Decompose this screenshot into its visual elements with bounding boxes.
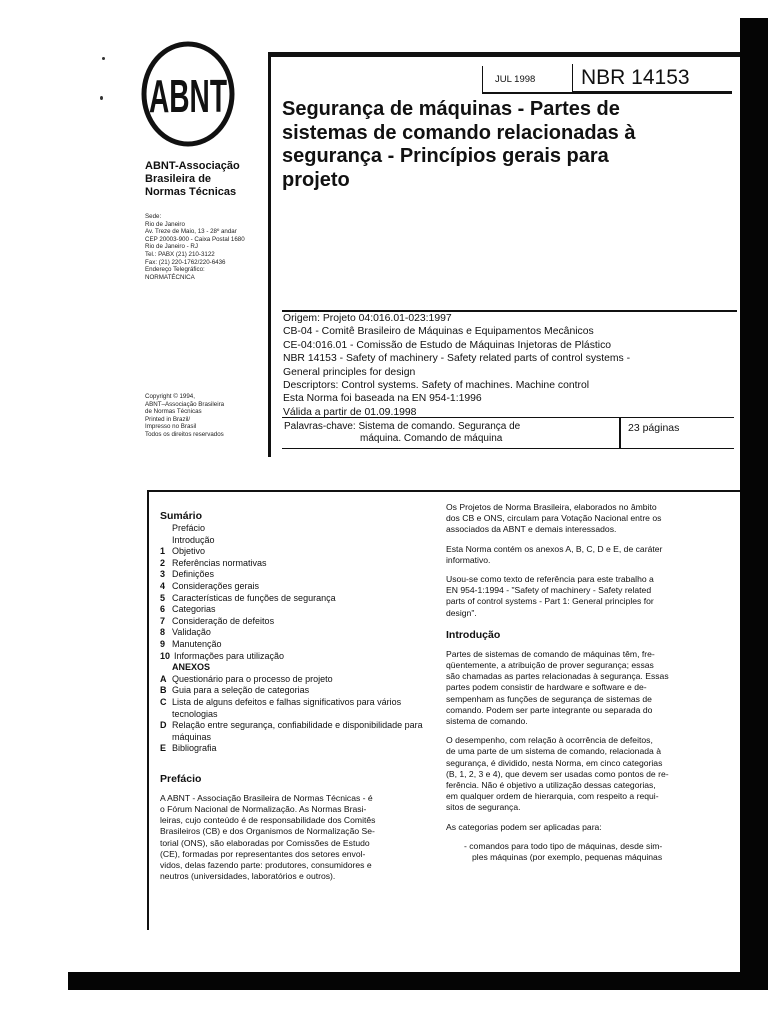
summary-item-number: 6 (160, 604, 166, 615)
summary-item-label: Definições (172, 569, 215, 580)
publication-date: JUL 1998 (482, 66, 570, 92)
text-line: informativo. (446, 554, 491, 565)
address-line: Endereço Telegráfico: (145, 266, 205, 274)
org-name-line: Brasileira de (145, 173, 212, 185)
title-line: projeto (282, 168, 350, 191)
summary-item-label: Manutenção (172, 638, 222, 649)
organization-address (145, 213, 270, 281)
keywords (284, 421, 520, 445)
scan-border-right (740, 18, 768, 974)
summary-item-number: 2 (160, 557, 166, 568)
text-line: de uma parte de um sistema de comando, relacionada à (446, 746, 661, 757)
org-name-line: Normas Técnicas (145, 186, 237, 198)
summary-item (160, 685, 430, 697)
summary-item-number: 1 (160, 546, 166, 557)
copyright-line: Impresso no Brasil (145, 423, 197, 431)
summary-item (160, 535, 430, 547)
summary-item-label: Objetivo (172, 546, 206, 557)
summary-item (160, 743, 430, 755)
summary-item (160, 604, 430, 616)
org-name-line: ABNT-Associação (145, 160, 240, 172)
text-line: parts of control systems - Part 1: General principles for (446, 596, 654, 607)
summary-item-number: 8 (160, 627, 166, 638)
summary-item-label: Informações para utilização (174, 650, 285, 661)
text-line: sistema de comando. (446, 716, 528, 727)
copyright-line: ABNT–Associação Brasileira (145, 400, 225, 408)
summary-item-label: ANEXOS (172, 662, 211, 673)
date-box-rule (482, 92, 732, 94)
paragraph-introduction (446, 649, 710, 727)
summary-item-label: Características de funções de segurança (172, 592, 336, 603)
summary-item (160, 674, 430, 686)
logo-lettering: ABNT (149, 70, 227, 122)
summary-item-number: 4 (160, 580, 166, 591)
summary-item-number: 7 (160, 615, 166, 626)
summary-item-number: E (160, 743, 167, 754)
text-line: em qualquer ordem de hierarquia, com respeito a requi- (446, 791, 659, 802)
summary-item-number (160, 523, 172, 535)
keywords-line: máquina. Comando de máquina (360, 433, 503, 444)
body-rule-left (147, 490, 149, 930)
header-rule-top (268, 52, 740, 57)
address-line: CEP 20003-900 - Caixa Postal 1680 (145, 235, 245, 243)
preface-paragraph (160, 793, 430, 883)
origin-line: Descriptors: Control systems. Safety of machines. Machine control (283, 380, 590, 392)
text-line: - comandos para todo tipo de máquinas, desde sim- (464, 840, 663, 851)
origin-block (283, 312, 733, 419)
summary-item-label: Questionário para o processo de projeto (172, 673, 333, 684)
summary-item-number (160, 662, 172, 674)
text-line: (B, 1, 2, 3 e 4), que devem ser usadas como pontos de re- (446, 768, 669, 779)
origin-line: Esta Norma foi baseada na EN 954-1:1996 (283, 393, 482, 405)
text-line: partes podem consistir de hardware e software e de- (446, 682, 647, 693)
text-line: qüentemente, a atribuição de prover segurança; essas (446, 660, 654, 671)
text-line: neutros (universidades, laboratórios e outros). (160, 871, 336, 882)
summary-item-label: Considerações gerais (172, 580, 260, 591)
summary-item-number: 9 (160, 638, 166, 649)
text-line: ples máquinas (por exemplo, pequenas máquinas (472, 852, 663, 863)
summary-item-number: D (160, 720, 167, 731)
text-line: Partes de sistemas de comando de máquinas têm, fre- (446, 648, 655, 659)
copyright-notice (145, 393, 270, 439)
text-line: sempenham as funções de segurança de sistemas de (446, 693, 652, 704)
summary-item-label: Validação (172, 627, 211, 638)
summary-item-number: 5 (160, 592, 166, 603)
text-line: ferência. Não é objetivo a utilização dessas categorias, (446, 780, 656, 791)
right-column (446, 502, 710, 871)
introduction-heading: Introdução (446, 628, 501, 641)
paragraph-categories (446, 822, 710, 833)
copyright-line: Printed in Brazil/ (145, 415, 191, 423)
summary-item-label: Lista de alguns defeitos e falhas significativos para vários tecnologias (172, 696, 402, 719)
origin-line: NBR 14153 - Safety of machinery - Safety related parts of control systems - (283, 353, 631, 365)
summary-item-number: 10 (160, 650, 171, 661)
origin-line: CE-04:016.01 - Comissão de Estudo de Máquinas Injetoras de Plástico (283, 339, 612, 351)
keywords-line: Palavras-chave: Sistema de comando. Segurança de (284, 421, 521, 432)
paragraph-reference (446, 574, 710, 619)
title-line: Segurança de máquinas - Partes de (282, 98, 620, 120)
left-column (160, 510, 430, 891)
text-line: leiras, cujo conteúdo é de responsabilidade dos Comitês (160, 815, 376, 826)
text-line: Brasileiros (CB) e dos Organismos de Normalização Se- (160, 826, 375, 837)
body-rule-top (147, 490, 740, 492)
summary-item-label: Guia para a seleção de categorias (172, 685, 310, 696)
summary-item (160, 593, 430, 605)
summary-item-number: C (160, 696, 167, 707)
title-line: segurança - Princípios gerais para (282, 145, 609, 167)
summary-item-number: 3 (160, 569, 166, 580)
summary-item (160, 651, 430, 663)
address-line: Rio de Janeiro - RJ (145, 243, 198, 251)
page-count: 23 páginas (628, 422, 680, 434)
abnt-logo (140, 40, 236, 148)
text-line: Os Projetos de Norma Brasileira, elaborados no âmbito (446, 502, 657, 512)
text-line: associados da ABNT e demais interessados. (446, 524, 617, 535)
text-line: O desempenho, com relação à ocorrência de defeitos, (446, 735, 653, 746)
header-divider-vertical (268, 52, 271, 457)
scan-speck (102, 57, 105, 60)
summary-heading: Sumário (160, 510, 203, 522)
summary-item (160, 523, 430, 535)
address-line: Rio de Janeiro (145, 220, 185, 228)
text-line: Esta Norma contém os anexos A, B, C, D e E, de caráter (446, 543, 663, 554)
keywords-divider (619, 418, 621, 448)
summary-item-label: Introdução (172, 534, 215, 545)
text-line: A ABNT - Associação Brasileira de Normas Técnicas - é (160, 792, 373, 803)
summary-item (160, 720, 430, 743)
scan-speck (100, 96, 103, 100)
summary-item-number: B (160, 685, 167, 696)
address-line: Fax: (21) 220-1762/220-6436 (145, 258, 226, 266)
text-line: são chamadas as partes relacionadas à segurança. Essas (446, 671, 669, 682)
organization-name (145, 160, 265, 199)
summary-item (160, 662, 430, 674)
summary-item-label: Relação entre segurança, confiabilidade e disponibilidade para máquinas (172, 720, 423, 742)
summary-item (160, 616, 430, 628)
text-line: EN 954-1:1994 - "Safety of machinery - Safety related (446, 585, 652, 596)
summary-item (160, 581, 430, 593)
summary-item (160, 558, 430, 570)
address-line: Tel.: PABX (21) 210-3122 (145, 250, 215, 258)
summary-item (160, 546, 430, 558)
text-line: o Fórum Nacional de Normalização. As Normas Brasi- (160, 804, 367, 815)
scan-border-bottom (68, 972, 768, 990)
keywords-box (282, 417, 734, 449)
text-line: Usou-se como texto de referência para este trabalho a (446, 574, 654, 585)
paragraph-annexes (446, 544, 710, 566)
text-line: torial (ONS), são elaboradas por Comissões de Estudo (160, 837, 370, 848)
summary-item-number: A (160, 673, 167, 684)
text-line: segurança, é dividido, nesta Norma, em cinco categorias (446, 757, 663, 768)
summary-item-label: Prefácio (172, 523, 206, 533)
title-line: sistemas de comando relacionadas à (282, 121, 636, 144)
origin-line: Válida a partir de 01.09.1998 (283, 406, 417, 418)
address-line: Sede: (145, 213, 162, 220)
summary-item (160, 569, 430, 581)
copyright-line: Todos os direitos reservados (145, 430, 224, 438)
summary-item-number (160, 535, 172, 547)
document-title (282, 98, 722, 192)
origin-line: General principles for design (283, 366, 416, 378)
text-line: design". (446, 607, 477, 618)
standard-number: NBR 14153 (572, 64, 732, 92)
paragraph-projects (446, 502, 710, 536)
text-line: vidos, delas fazendo parte: produtores, consumidores e (160, 860, 372, 871)
text-line: sitos de segurança. (446, 802, 521, 813)
copyright-line: Copyright © 1994, (145, 393, 195, 400)
summary-item (160, 639, 430, 651)
summary-item (160, 697, 430, 720)
origin-line: Origem: Projeto 04:016.01-023:1997 (283, 313, 452, 324)
summary-item-label: Categorias (172, 604, 216, 615)
text-line: dos CB e ONS, circulam para Votação Nacional entre os (446, 513, 662, 524)
address-line: Av. Treze de Maio, 13 - 28º andar (145, 228, 237, 236)
paragraph-list-item (446, 841, 710, 863)
summary-item-label: Consideração de defeitos (172, 615, 275, 626)
summary-list (160, 523, 430, 755)
summary-item-label: Referências normativas (172, 557, 267, 568)
address-line: NORMATÉCNICA (145, 273, 195, 281)
summary-item-label: Bibliografia (172, 743, 217, 754)
text-line: comando. Podem ser parte integrante ou separada do (446, 704, 653, 715)
copyright-line: de Normas Técnicas (145, 408, 202, 416)
summary-item (160, 627, 430, 639)
preface-heading: Prefácio (160, 772, 202, 785)
origin-line: CB-04 - Comitê Brasileiro de Máquinas e Equipamentos Mecânicos (283, 326, 594, 338)
text-line: (CE), formadas por representantes dos setores envol- (160, 848, 366, 859)
paragraph-performance (446, 735, 710, 813)
text-line: As categorias podem ser aplicadas para: (446, 821, 602, 832)
